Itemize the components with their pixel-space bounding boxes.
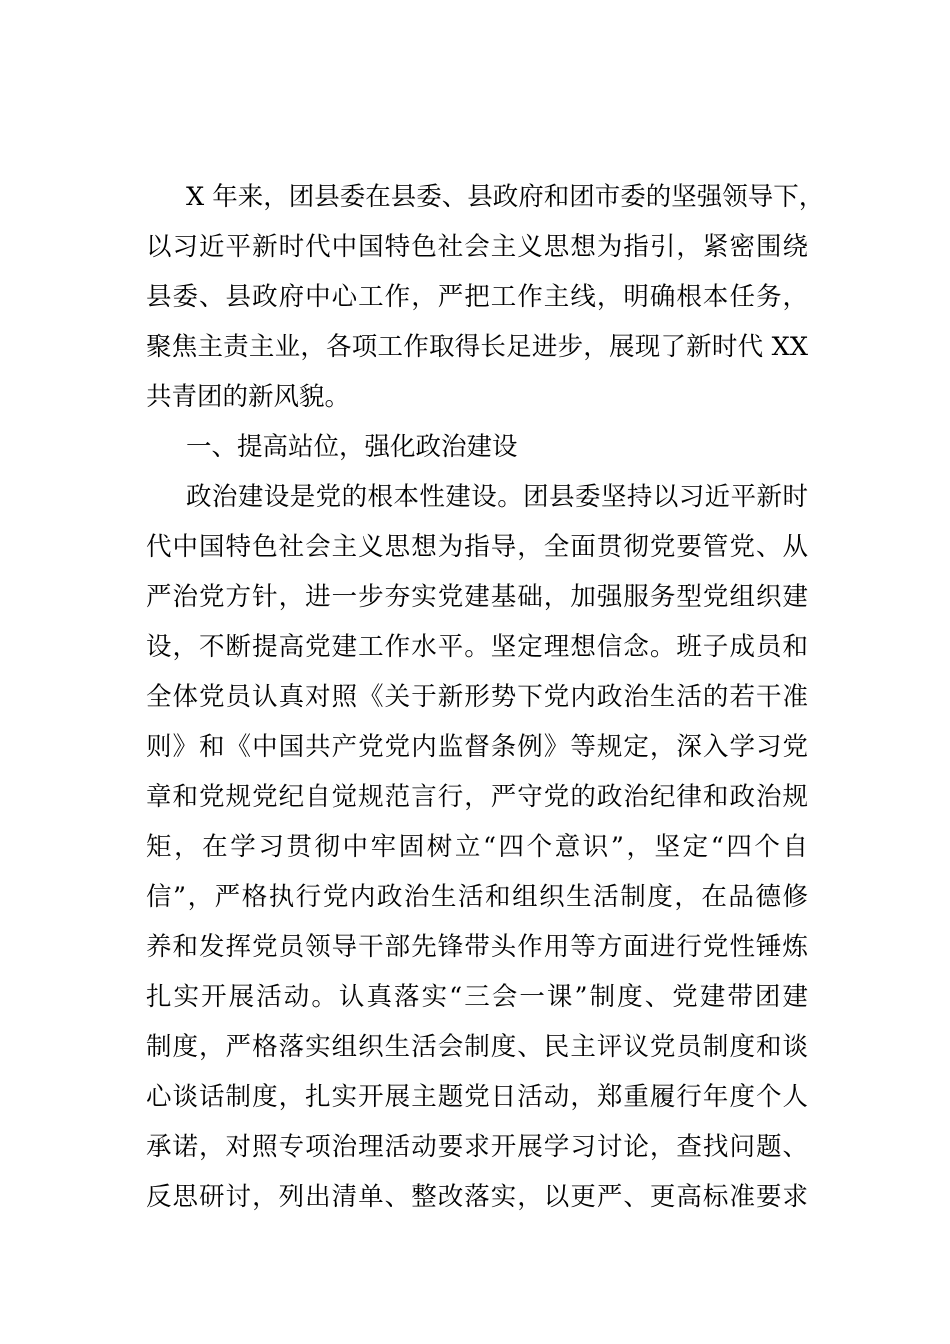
body-line: 代中国特色社会主义思想为指导，全面贯彻党要管党、从	[146, 532, 808, 562]
body-line: 信”，严格执行党内政治生活和组织生活制度，在品德修	[146, 882, 808, 912]
document-content	[146, 172, 825, 1222]
intro-line: 聚焦主责主业，各项工作取得长足进步，展现了新时代 XX	[146, 332, 808, 362]
body-line: 扎实开展活动。认真落实“三会一课”制度、党建带团建	[146, 982, 808, 1012]
body-line: 全体党员认真对照《关于新形势下党内政治生活的若干准	[146, 682, 808, 712]
intro-line: 以习近平新时代中国特色社会主义思想为指引，紧密围绕	[146, 232, 808, 262]
intro-paragraph	[146, 172, 825, 422]
section-heading: 一、提高站位，强化政治建设	[186, 432, 518, 462]
body-line: 制度，严格落实组织生活会制度、民主评议党员制度和谈	[146, 1032, 808, 1062]
body-line: 则》和《中国共产党党内监督条例》等规定，深入学习党	[146, 732, 808, 762]
body-line: 章和党规党纪自觉规范言行，严守党的政治纪律和政治规	[146, 782, 808, 812]
body-line: 政治建设是党的根本性建设。团县委坚持以习近平新时	[186, 482, 808, 512]
body-line: 严治党方针，进一步夯实党建基础，加强服务型党组织建	[146, 582, 808, 612]
body-paragraph	[146, 472, 808, 1222]
body-line: 养和发挥党员领导干部先锋带头作用等方面进行党性锤炼	[146, 932, 808, 962]
intro-line: X 年来，团县委在县委、县政府和团市委的坚强领导下，	[186, 182, 825, 212]
intro-line: 县委、县政府中心工作，严把工作主线，明确根本任务，	[146, 282, 808, 312]
intro-line: 共青团的新风貌。	[146, 382, 351, 412]
body-line: 心谈话制度，扎实开展主题党日活动，郑重履行年度个人	[146, 1082, 808, 1112]
body-line: 矩，在学习贯彻中牢固树立“四个意识”，坚定“四个自	[146, 832, 808, 862]
body-line: 反思研讨，列出清单、整改落实，以更严、更高标准要求	[146, 1182, 808, 1212]
body-line: 承诺，对照专项治理活动要求开展学习讨论，查找问题、	[146, 1132, 808, 1162]
body-line: 设，不断提高党建工作水平。坚定理想信念。班子成员和	[146, 632, 808, 662]
